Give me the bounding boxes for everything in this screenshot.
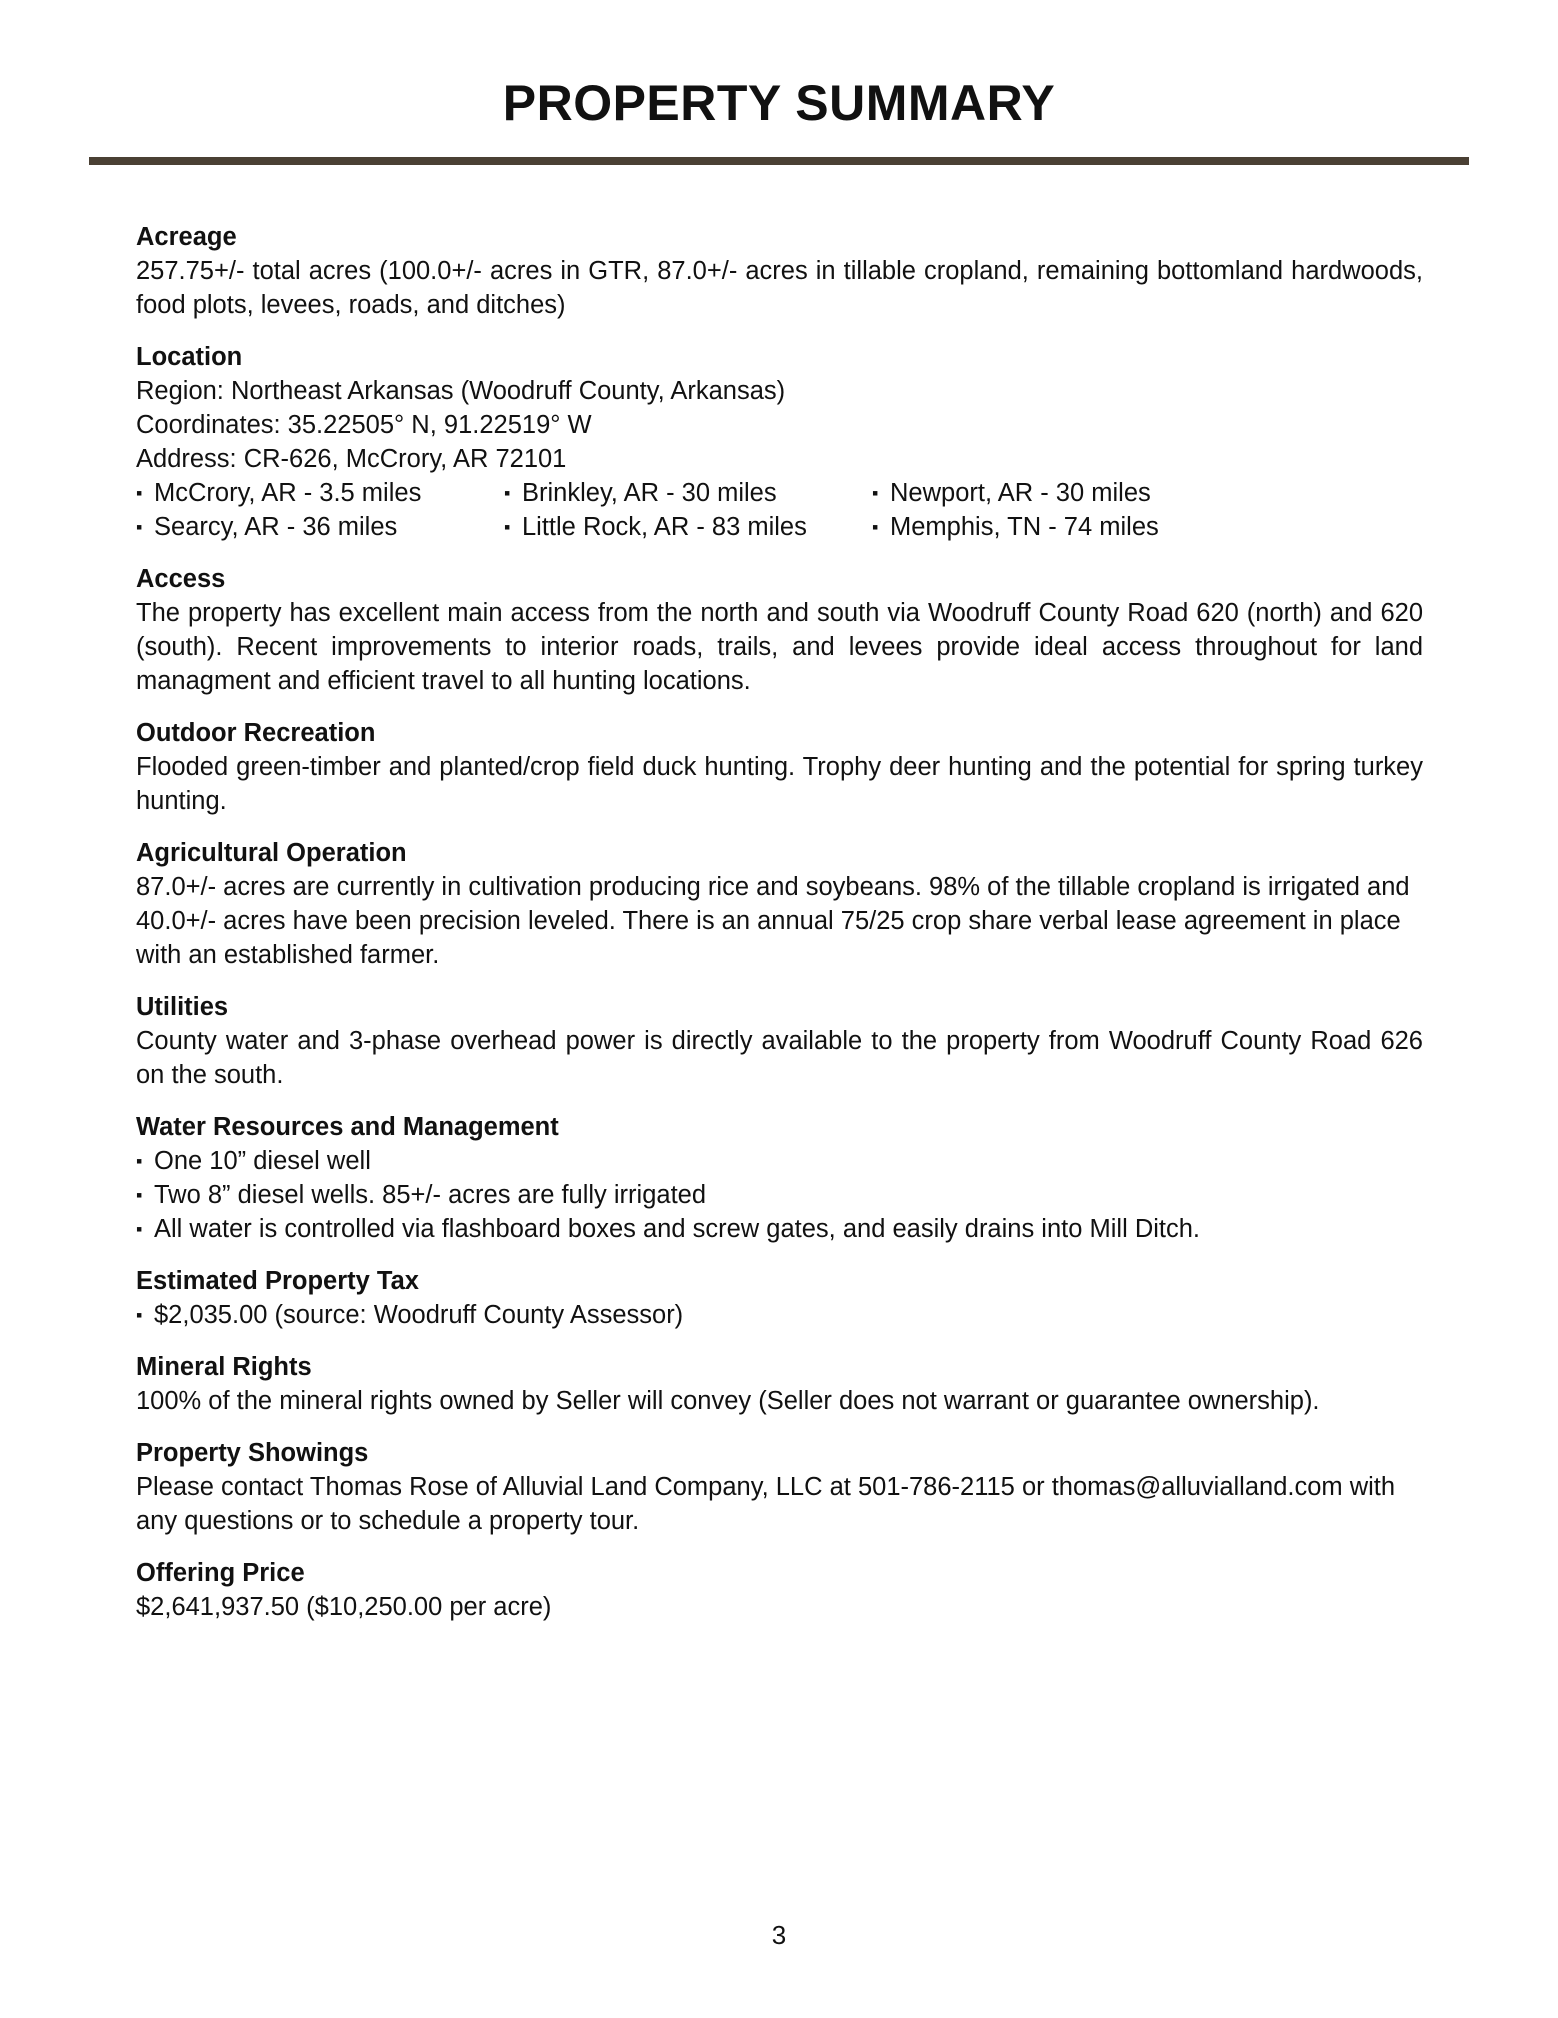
utilities-text: County water and 3-phase overhead power is directly available to the property from Woodruff County Road 626 on the south.: [136, 1027, 1423, 1089]
section-utilities: [136, 990, 1423, 1092]
page-title: PROPERTY SUMMARY: [502, 75, 1056, 131]
utilities-heading: Utilities: [136, 993, 229, 1021]
water-resource-item: ▪ One 10” diesel well: [136, 1144, 1423, 1178]
section-mineral-rights: [136, 1350, 1423, 1418]
outdoor-recreation-text: Flooded green-timber and planted/crop field duck hunting. Trophy deer hunting and the potential for spring turkey hunting.: [136, 753, 1423, 815]
location-address: Address: CR-626, McCrory, AR 72101: [136, 445, 567, 473]
city-distance-item: ▪ Newport, AR - 30 miles: [872, 476, 1240, 510]
mineral-rights-text: 100% of the mineral rights owned by Seller will convey (Seller does not warrant or guarantee ownership).: [136, 1387, 1320, 1415]
water-resource-item: ▪ All water is controlled via flashboard boxes and screw gates, and easily drains into Mill Ditch.: [136, 1212, 1423, 1246]
location-heading: Location: [136, 343, 243, 371]
section-offering-price: [136, 1556, 1423, 1624]
section-property-tax: [136, 1264, 1423, 1332]
water-resources-heading: Water Resources and Management: [136, 1113, 559, 1141]
acreage-text: 257.75+/- total acres (100.0+/- acres in GTR, 87.0+/- acres in tillable cropland, remaining bottomland hardwoods, food plots, levees, roads, and ditches): [136, 257, 1423, 319]
nearby-cities-list: [136, 476, 1423, 544]
mineral-rights-heading: Mineral Rights: [136, 1353, 312, 1381]
city-distance-item: ▪ Little Rock, AR - 83 miles: [504, 510, 872, 544]
access-text: The property has excellent main access from the north and south via Woodruff County Road 620 (north) and 620 (south). Recent improvements to interior roads, trails, and levees provide ideal access throughout for land managment and efficient travel to all hunting locations.: [136, 599, 1423, 695]
city-distance-item: ▪ Searcy, AR - 36 miles: [136, 510, 504, 544]
property-tax-item: ▪ $2,035.00 (source: Woodruff County Assessor): [136, 1298, 1423, 1332]
section-water-resources: [136, 1110, 1423, 1246]
section-property-showings: [136, 1436, 1423, 1538]
section-outdoor-recreation: [136, 716, 1423, 818]
section-acreage: [136, 220, 1423, 322]
offering-price-text: $2,641,937.50 ($10,250.00 per acre): [136, 1593, 552, 1621]
section-access: [136, 562, 1423, 698]
section-agricultural-operation: [136, 836, 1423, 972]
water-resource-item: ▪ Two 8” diesel wells. 85+/- acres are fully irrigated: [136, 1178, 1423, 1212]
property-showings-text: Please contact Thomas Rose of Alluvial Land Company, LLC at 501-786-2115 or thomas@alluvialland.com with any questions or to schedule a property tour.: [136, 1473, 1396, 1535]
acreage-heading: Acreage: [136, 223, 237, 251]
city-distance-item: ▪ McCrory, AR - 3.5 miles: [136, 476, 504, 510]
page-number: 3: [771, 1920, 787, 1950]
location-region: Region: Northeast Arkansas (Woodruff County, Arkansas): [136, 377, 786, 405]
agricultural-operation-text: 87.0+/- acres are currently in cultivation producing rice and soybeans. 98% of the tillable cropland is irrigated and 40.0+/- acres have been precision leveled. There is an annual 75/25 crop share verbal lease agreement in place with an established farmer.: [136, 873, 1410, 969]
summary-content: [136, 220, 1423, 1642]
city-distance-item: ▪ Brinkley, AR - 30 miles: [504, 476, 872, 510]
city-distance-item: ▪ Memphis, TN - 74 miles: [872, 510, 1240, 544]
section-location: [136, 340, 1423, 544]
property-showings-heading: Property Showings: [136, 1439, 369, 1467]
title-divider: [89, 157, 1469, 165]
offering-price-heading: Offering Price: [136, 1559, 305, 1587]
access-heading: Access: [136, 565, 226, 593]
agricultural-operation-heading: Agricultural Operation: [136, 839, 407, 867]
location-coordinates: Coordinates: 35.22505° N, 91.22519° W: [136, 411, 592, 439]
property-tax-heading: Estimated Property Tax: [136, 1267, 419, 1295]
outdoor-recreation-heading: Outdoor Recreation: [136, 719, 376, 747]
